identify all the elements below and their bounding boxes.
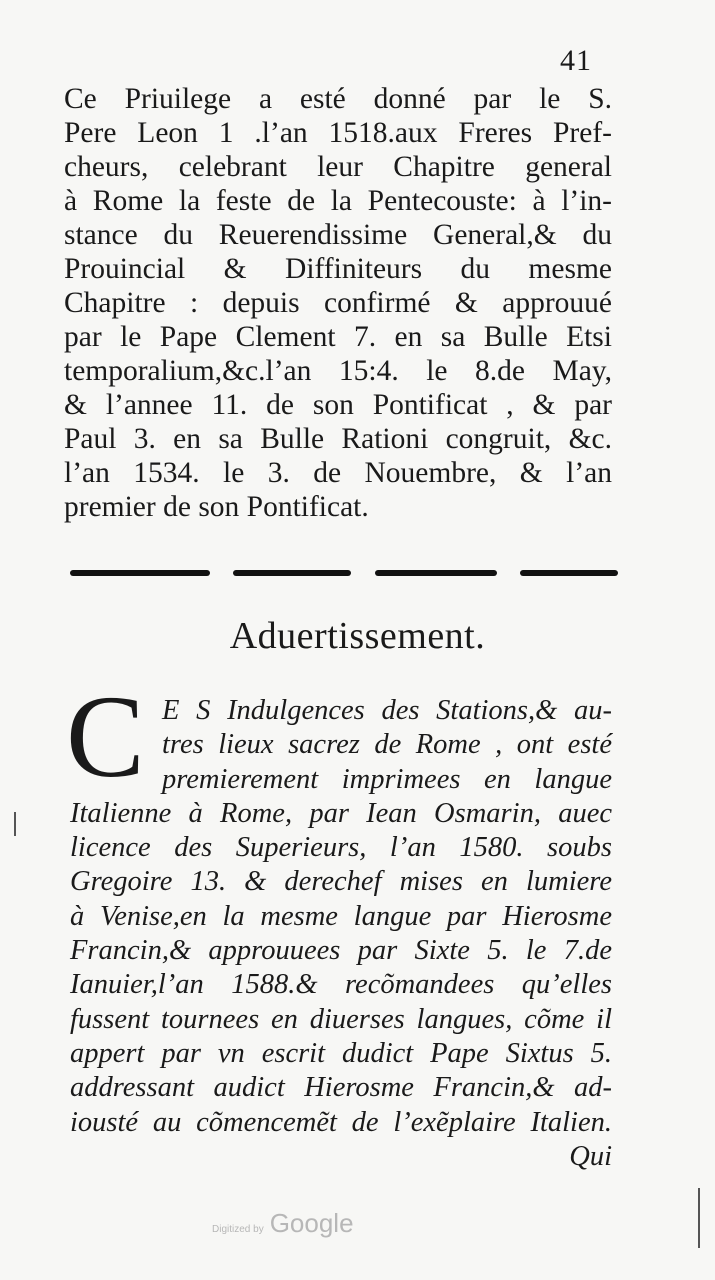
text-line: cheurs, celebrant leur Chapitre general xyxy=(64,151,612,183)
text-line: Prouincial & Diffiniteurs du mesme xyxy=(64,253,612,285)
text-line: l’an 1534. le 3. de Nouembre, & l’an xyxy=(64,457,612,489)
text-line: licence des Superieurs, l’an 1580. soubs xyxy=(70,832,612,864)
text-line: Francin,& approuuees par Sixte 5. le 7.de xyxy=(70,935,612,967)
ornamental-divider xyxy=(70,566,618,580)
divider-segment xyxy=(233,570,351,576)
section-title: Aduertissement. xyxy=(229,615,486,657)
text-line: Paul 3. en sa Bulle Rationi congruit, &c. xyxy=(64,423,612,455)
text-line: à Venise,en la mesme langue par Hierosme xyxy=(70,900,612,932)
scan-edge-mark xyxy=(698,1188,700,1248)
text-line: Ce Priuilege a esté donné par le S. xyxy=(64,83,612,115)
divider-segment xyxy=(520,570,618,576)
text-line: Pere Leon 1 .l’an 1518.aux Freres Pref- xyxy=(64,117,612,149)
text-line: tres lieux sacrez de Rome , ont esté xyxy=(162,729,612,761)
text-line: premierement imprimees en langue xyxy=(162,763,612,795)
text-line: iousté au cõmencemẽt de l’exẽplaire Italien. xyxy=(70,1106,612,1138)
text-line: addressant audict Hierosme Francin,& ad- xyxy=(70,1072,612,1104)
catchword: Qui xyxy=(569,1140,612,1172)
text-line: appert par vn escrit dudict Pape Sixtus 5. xyxy=(70,1037,612,1069)
text-line: par le Pape Clement 7. en sa Bulle Etsi xyxy=(64,321,612,353)
text-line: temporalium,&c.l’an 15:4. le 8.de May, xyxy=(64,355,612,387)
text-line: premier de son Pontificat. xyxy=(64,491,369,523)
upper-paragraph xyxy=(64,82,612,524)
divider-segment xyxy=(70,570,210,576)
drop-cap: C xyxy=(66,671,145,802)
text-line: fussent tournees en diuerses langues, cõme il xyxy=(70,1003,612,1035)
digitization-watermark xyxy=(212,1208,354,1239)
text-line: E S Indulgences des Stations,& au- xyxy=(162,695,612,726)
scan-edge-mark xyxy=(14,812,16,836)
text-line: & l’annee 11. de son Pontificat , & par xyxy=(64,389,612,421)
page-number: 41 xyxy=(560,44,592,77)
text-line: Ianuier,l’an 1588.& recõmandees qu’elles xyxy=(70,969,612,1001)
lower-paragraph xyxy=(70,694,612,1174)
text-line: Chapitre : depuis confirmé & approuué xyxy=(64,287,612,319)
text-line: Gregoire 13. & derechef mises en lumiere xyxy=(70,866,612,898)
divider-segment xyxy=(375,570,497,576)
text-line: Italienne à Rome, par Iean Osmarin, auec xyxy=(70,797,612,829)
text-line: stance du Reuerendissime General,& du xyxy=(64,219,612,251)
watermark-logo: Google xyxy=(269,1208,354,1238)
text-line: à Rome la feste de la Pentecouste: à l’in- xyxy=(64,185,612,217)
watermark-prefix: Digitized by xyxy=(212,1224,264,1235)
